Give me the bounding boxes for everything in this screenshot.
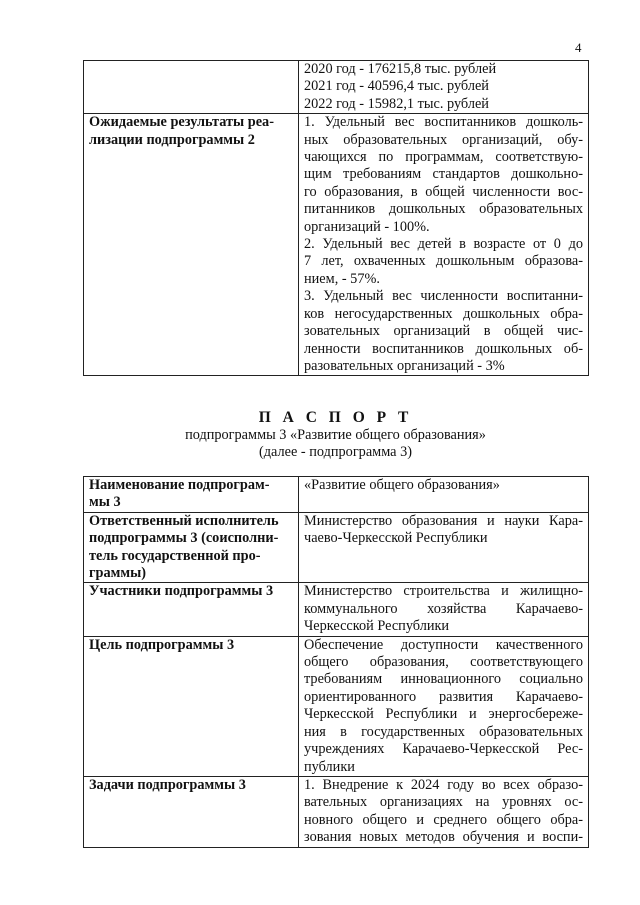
row-value: «Развитие общего образования» (299, 477, 589, 513)
subprogram-2-passport-table (83, 60, 589, 376)
expected-results-value: 1. Удельный вес воспитанников дошколь- ных образовательных организаций, обу- чающихся по программам, соответствую- щим требованиям стандартов дошкольно- го образования, в общей численности вос- питанников дошкольных образовательных организаций - 100%. 2. Удельный вес детей в возрасте от 0 до 7 лет, охваченных дошкольным образова- нием, - 57%. 3. Удельный вес численности воспитанни- ков негосударственных дошкольных обра- зовательных организаций в общей чис- ленности воспитанников дошкольных об- разовательных организаций - 3% (299, 114, 589, 376)
expected-results-label: Ожидаемые результаты реа- лизации подпрограммы 2 (84, 114, 299, 376)
table-row (84, 776, 589, 847)
row-label: Участники подпрограммы 3 (84, 583, 299, 636)
passport-heading (83, 408, 588, 462)
row-label: Наименование подпрограм- мы 3 (84, 477, 299, 513)
table-row (84, 583, 589, 636)
row-label: Задачи подпрограммы 3 (84, 776, 299, 847)
row-label: Цель подпрограммы 3 (84, 636, 299, 776)
funding-row (84, 61, 589, 114)
row-value: 1. Внедрение к 2024 году во всех образо- вательных организациях на уровнях ос- новного общего и среднего общего обра- зования новых методов обучения и воспи- (299, 776, 589, 847)
funding-cell (299, 61, 589, 114)
passport-subtitle-note: (далее - подпрограмма 3) (258, 444, 413, 461)
expected-results-row (84, 114, 589, 376)
funding-line: 2021 год - 40596,4 тыс. рублей (304, 78, 489, 95)
table-row (84, 477, 589, 513)
row-label: Ответственный исполнитель подпрограммы 3 (соисполни- тель государственной про- граммы) (84, 512, 299, 583)
funding-line: 2022 год - 15982,1 тыс. рублей (304, 95, 489, 112)
passport-title: П А С П О Р Т (258, 409, 413, 426)
funding-line: 2020 год - 176215,8 тыс. рублей (304, 61, 497, 77)
row-value: Министерство образования и науки Кара- чаево-Черкесской Республики (299, 512, 589, 583)
empty-label-cell (84, 61, 299, 114)
page-number: 4 (575, 40, 582, 55)
row-value: Министерство строительства и жилищно- коммунального хозяйства Карачаево- Черкесской Республики (299, 583, 589, 636)
table-row (84, 512, 589, 583)
subprogram-3-passport-table (83, 476, 589, 848)
table-row (84, 636, 589, 776)
passport-subtitle: подпрограммы 3 «Развитие общего образования» (185, 427, 486, 443)
row-value: Обеспечение доступности качественного общего образования, соответствующего требованиям инновационного социально ориентированного развития Карачаево- Черкесской Республики и энергосбереже- ния в государственных образовательных учреждениях Карачаево-Черкесской Рес- публики (299, 636, 589, 776)
